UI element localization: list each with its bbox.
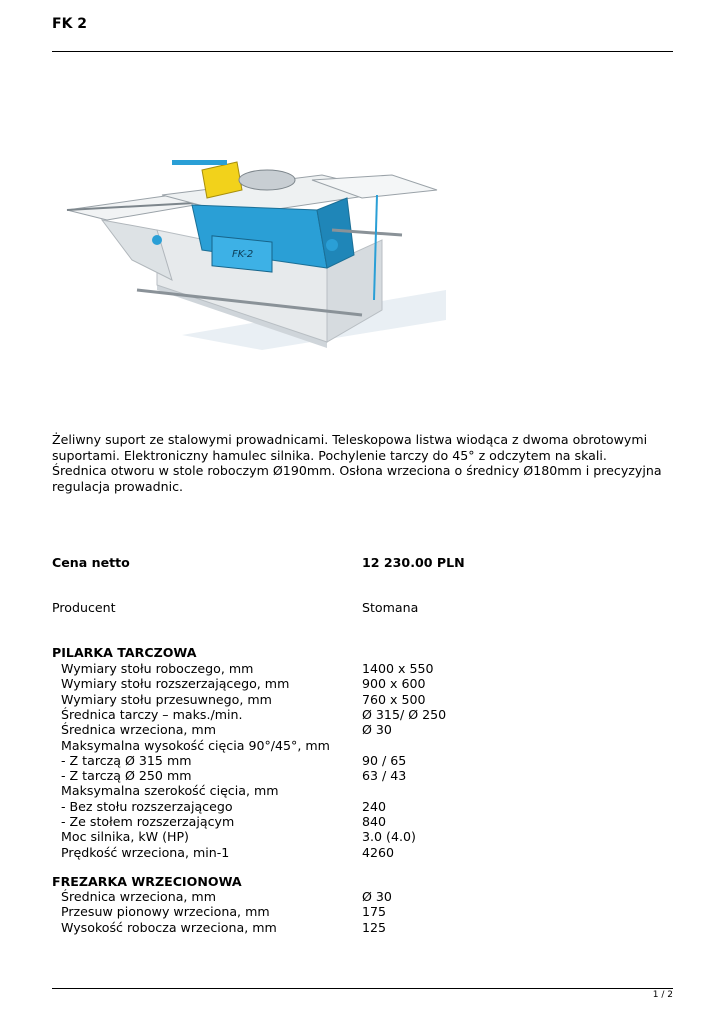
spec-row xyxy=(52,753,672,769)
producer-row xyxy=(52,600,672,616)
spec-value: 760 x 500 xyxy=(362,691,426,707)
spec-label: Maksymalna szerokość cięcia, mm xyxy=(61,783,279,799)
price-label: Cena netto xyxy=(52,555,130,570)
spec-row xyxy=(52,920,672,936)
spec-value: 900 x 600 xyxy=(362,676,426,692)
spec-value: 1400 x 550 xyxy=(362,661,434,676)
spec-row xyxy=(52,768,672,784)
spec-row xyxy=(52,904,672,920)
price-row xyxy=(52,555,672,571)
spec-label: Moc silnika, kW (HP) xyxy=(61,829,189,845)
spec-row xyxy=(52,783,672,799)
spec-label: Maksymalna wysokość cięcia 90°/45°, mm xyxy=(61,737,330,753)
spec-value: 175 xyxy=(362,904,387,920)
spec-row xyxy=(52,722,672,738)
producer-value: Stomana xyxy=(362,600,419,615)
spec-value: Ø 30 xyxy=(362,889,392,904)
spec-label: Przesuw pionowy wrzeciona, mm xyxy=(61,904,270,920)
spec-label: - Ze stołem rozszerzającym xyxy=(61,814,235,829)
spec-label: - Z tarczą Ø 315 mm xyxy=(61,752,192,768)
spec-value: 4260 xyxy=(362,844,395,860)
spec-value: Ø 315/ Ø 250 xyxy=(362,706,447,722)
spec-label: Średnica wrzeciona, mm xyxy=(61,889,216,904)
product-description: Żeliwny suport ze stalowymi prowadnicami. Teleskopowa listwa wiodąca z dwoma obrotowymi suportami. Elektroniczny hamulec silnika. Pochylenie tarczy do 45° z odczytem na skali. Średnica otworu w stole roboczym Ø190mm. Osłona wrzeciona o średnicy Ø180mm i precyzyjna regulacja prowadnic. xyxy=(52,432,662,494)
spec-value: 840 xyxy=(362,814,387,829)
producer-label: Producent xyxy=(52,600,116,615)
spec-label: Prędkość wrzeciona, min-1 xyxy=(61,844,230,860)
product-image xyxy=(62,150,446,350)
spec-value: 125 xyxy=(362,919,387,935)
spec-label: - Z tarczą Ø 250 mm xyxy=(61,768,192,784)
spec-value: 90 / 65 xyxy=(362,752,407,768)
section-heading-saw: PILARKA TARCZOWA xyxy=(52,645,197,660)
badge-label: FK-2 xyxy=(232,249,254,260)
spec-value: 240 xyxy=(362,798,387,814)
spec-row xyxy=(52,845,672,861)
spec-row xyxy=(52,676,672,692)
spec-row xyxy=(52,661,672,677)
spec-label: Średnica tarczy – maks./min. xyxy=(61,706,243,722)
section-heading-mill: FREZARKA WRZECIONOWA xyxy=(52,874,242,889)
spec-value: 63 / 43 xyxy=(362,768,407,784)
page-number: 1 / 2 xyxy=(652,990,673,1000)
spec-row xyxy=(52,814,672,830)
price-value: 12 230.00 PLN xyxy=(362,555,465,570)
header-divider xyxy=(52,51,673,52)
spec-row xyxy=(52,799,672,815)
footer-divider xyxy=(52,988,673,989)
page-title: FK 2 xyxy=(52,16,88,32)
spec-value: Ø 30 xyxy=(362,722,392,738)
spec-label: Średnica wrzeciona, mm xyxy=(61,722,216,738)
spec-row xyxy=(52,829,672,845)
spec-row xyxy=(52,707,672,723)
spec-row xyxy=(52,889,672,905)
spec-label: Wymiary stołu przesuwnego, mm xyxy=(61,691,272,707)
spec-row xyxy=(52,692,672,708)
spec-label: Wymiary stołu roboczego, mm xyxy=(61,661,254,676)
spec-label: Wysokość robocza wrzeciona, mm xyxy=(61,919,277,935)
spec-row xyxy=(52,738,672,754)
spec-label: Wymiary stołu rozszerzającego, mm xyxy=(61,676,290,692)
spec-label: - Bez stołu rozszerzającego xyxy=(61,798,233,814)
spec-value: 3.0 (4.0) xyxy=(362,829,416,845)
